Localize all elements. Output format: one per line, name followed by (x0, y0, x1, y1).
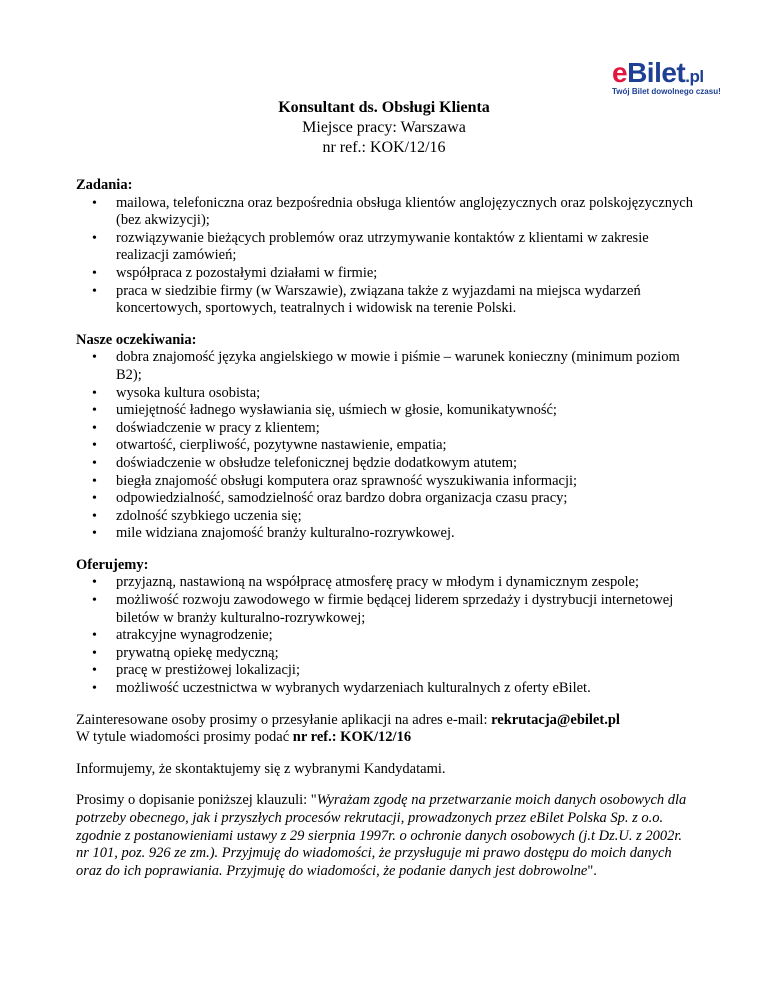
job-location: Miejsce pracy: Warszawa (302, 119, 466, 136)
application-paragraph (76, 712, 696, 747)
bullet-icon: • (92, 420, 97, 436)
bullet-icon: • (92, 403, 97, 419)
list-item (76, 402, 696, 420)
application-line-ref (76, 729, 696, 747)
list-item-text: współpraca z pozostałymi działami w firmie; (116, 264, 378, 281)
expectations-section (76, 332, 696, 543)
logo-letter-e: e (612, 57, 628, 88)
clause-outro: ". (587, 862, 597, 879)
logo-tagline: Twój Bilet dowolnego czasu! (612, 87, 721, 96)
logo-word-bilet: Bilet (627, 57, 686, 88)
bullet-icon: • (92, 491, 97, 507)
list-item (76, 420, 696, 438)
list-item-text: biegła znajomość obsługi komputera oraz sprawność wyszukiwania informacji; (116, 472, 578, 489)
bullet-icon: • (92, 508, 97, 524)
clause-intro: Prosimy o dopisanie poniższej klauzuli: " (76, 792, 317, 809)
list-item-text: mailowa, telefoniczna oraz bezpośrednia obsługa klientów anglojęzycznych oraz polskojęzycznych (bez akwizycji); (116, 194, 693, 229)
bullet-icon: • (92, 628, 97, 644)
bullet-icon: • (92, 593, 97, 609)
application-text: Zainteresowane osoby prosimy o przesyłanie aplikacji na adres e-mail: (76, 711, 492, 728)
application-reference: nr ref.: KOK/12/16 (292, 729, 412, 746)
job-title: Konsultant ds. Obsługi Klienta (278, 99, 490, 116)
offer-list (76, 574, 696, 697)
application-line-email (76, 712, 696, 730)
tasks-section (76, 177, 696, 318)
application-email[interactable]: rekrutacja@ebilet.pl (491, 711, 620, 728)
list-item (76, 349, 696, 384)
expectations-title: Nasze oczekiwania: (76, 331, 197, 348)
tasks-list (76, 195, 696, 318)
bullet-icon: • (92, 265, 97, 281)
list-item-text: mile widziana znajomość branży kulturalno-rozrywkowej. (116, 525, 455, 542)
bullet-icon: • (92, 350, 97, 366)
list-item-text: dobra znajomość języka angielskiego w mowie i piśmie – warunek konieczny (minimum poziom B2); (116, 349, 680, 383)
document-content (76, 177, 696, 894)
list-item-text: otwartość, cierpliwość, pozytywne nastawienie, empatia; (116, 437, 447, 454)
list-item-text: doświadczenie w pracy z klientem; (116, 419, 320, 436)
bullet-icon: • (92, 283, 97, 299)
list-item (76, 508, 696, 526)
list-item (76, 455, 696, 473)
list-item (76, 627, 696, 645)
list-item (76, 437, 696, 455)
ebilet-logo (612, 57, 721, 98)
list-item (76, 230, 696, 265)
bullet-icon: • (92, 385, 97, 401)
list-item (76, 680, 696, 698)
clause-paragraph (76, 792, 696, 880)
bullet-icon: • (92, 473, 97, 489)
list-item (76, 195, 696, 230)
info-paragraph: Informujemy, że skontaktujemy się z wybranymi Kandydatami. (76, 760, 446, 777)
job-header (0, 98, 768, 158)
list-item (76, 525, 696, 543)
offer-section (76, 557, 696, 698)
bullet-icon: • (92, 575, 97, 591)
logo-domain-pl: .pl (685, 67, 704, 86)
list-item-text: możliwość uczestnictwa w wybranych wydarzeniach kulturalnych z oferty eBilet. (116, 680, 591, 697)
clause-text: Wyrażam zgodę na przetwarzanie moich danych osobowych dla potrzeby obecnego, jak i przyszłych procesów rekrutacji, prowadzonych przez eBilet Polska Sp. z o.o. zgodnie z postanowieniami ustawy z 29 sierpnia 1997r. o ochronie danych osobowych (j.t Dz.U. z 2002r. nr 101, poz. 926 ze zm.). Przyjmuję do wiadomości, że przysługuje mi prawo dostępu do moich danych oraz do ich poprawiania. Przyjmuję do wiadomości, że podanie danych jest dobrowolne (76, 792, 687, 879)
list-item-text: wysoka kultura osobista; (116, 384, 261, 401)
list-item-text: praca w siedzibie firmy (w Warszawie), związana także z wyjazdami na miejsca wydarzeń koncertowych, sportowych, teatralnych i widowisk na terenie Polski. (116, 282, 641, 317)
expectations-list (76, 349, 696, 543)
list-item-text: umiejętność ładnego wysławiania się, uśmiech w głosie, komunikatywność; (116, 402, 557, 419)
bullet-icon: • (92, 438, 97, 454)
bullet-icon: • (92, 195, 97, 211)
list-item-text: rozwiązywanie bieżących problemów oraz utrzymywanie kontaktów z klientami w zakresie realizacji zamówień; (116, 229, 649, 264)
list-item-text: doświadczenie w obsłudze telefonicznej będzie dodatkowym atutem; (116, 454, 518, 471)
list-item (76, 473, 696, 491)
bullet-icon: • (92, 455, 97, 471)
application-title-text: W tytule wiadomości prosimy podać (76, 729, 293, 746)
offer-title: Oferujemy: (76, 556, 149, 573)
bullet-icon: • (92, 681, 97, 697)
list-item (76, 592, 696, 627)
list-item (76, 490, 696, 508)
tasks-title: Zadania: (76, 177, 133, 193)
list-item (76, 385, 696, 403)
list-item-text: odpowiedzialność, samodzielność oraz bardzo dobra organizacja czasu pracy; (116, 490, 568, 507)
list-item (76, 645, 696, 663)
list-item-text: zdolność szybkiego uczenia się; (116, 507, 302, 524)
bullet-icon: • (92, 230, 97, 246)
bullet-icon: • (92, 526, 97, 542)
list-item-text: atrakcyjne wynagrodzenie; (116, 627, 273, 644)
list-item-text: możliwość rozwoju zawodowego w firmie będącej liderem sprzedaży i dystrybucji internetowej biletów w branży kulturalno-rozrywkowej; (116, 592, 674, 626)
bullet-icon: • (92, 663, 97, 679)
list-item-text: pracę w prestiżowej lokalizacji; (116, 662, 300, 679)
list-item (76, 283, 696, 318)
list-item-text: prywatną opiekę medyczną; (116, 644, 279, 661)
list-item-text: przyjazną, nastawioną na współpracę atmosferę pracy w młodym i dynamicznym zespole; (116, 574, 640, 591)
bullet-icon: • (92, 645, 97, 661)
list-item (76, 662, 696, 680)
job-reference: nr ref.: KOK/12/16 (322, 139, 446, 156)
list-item (76, 265, 696, 283)
list-item (76, 574, 696, 592)
